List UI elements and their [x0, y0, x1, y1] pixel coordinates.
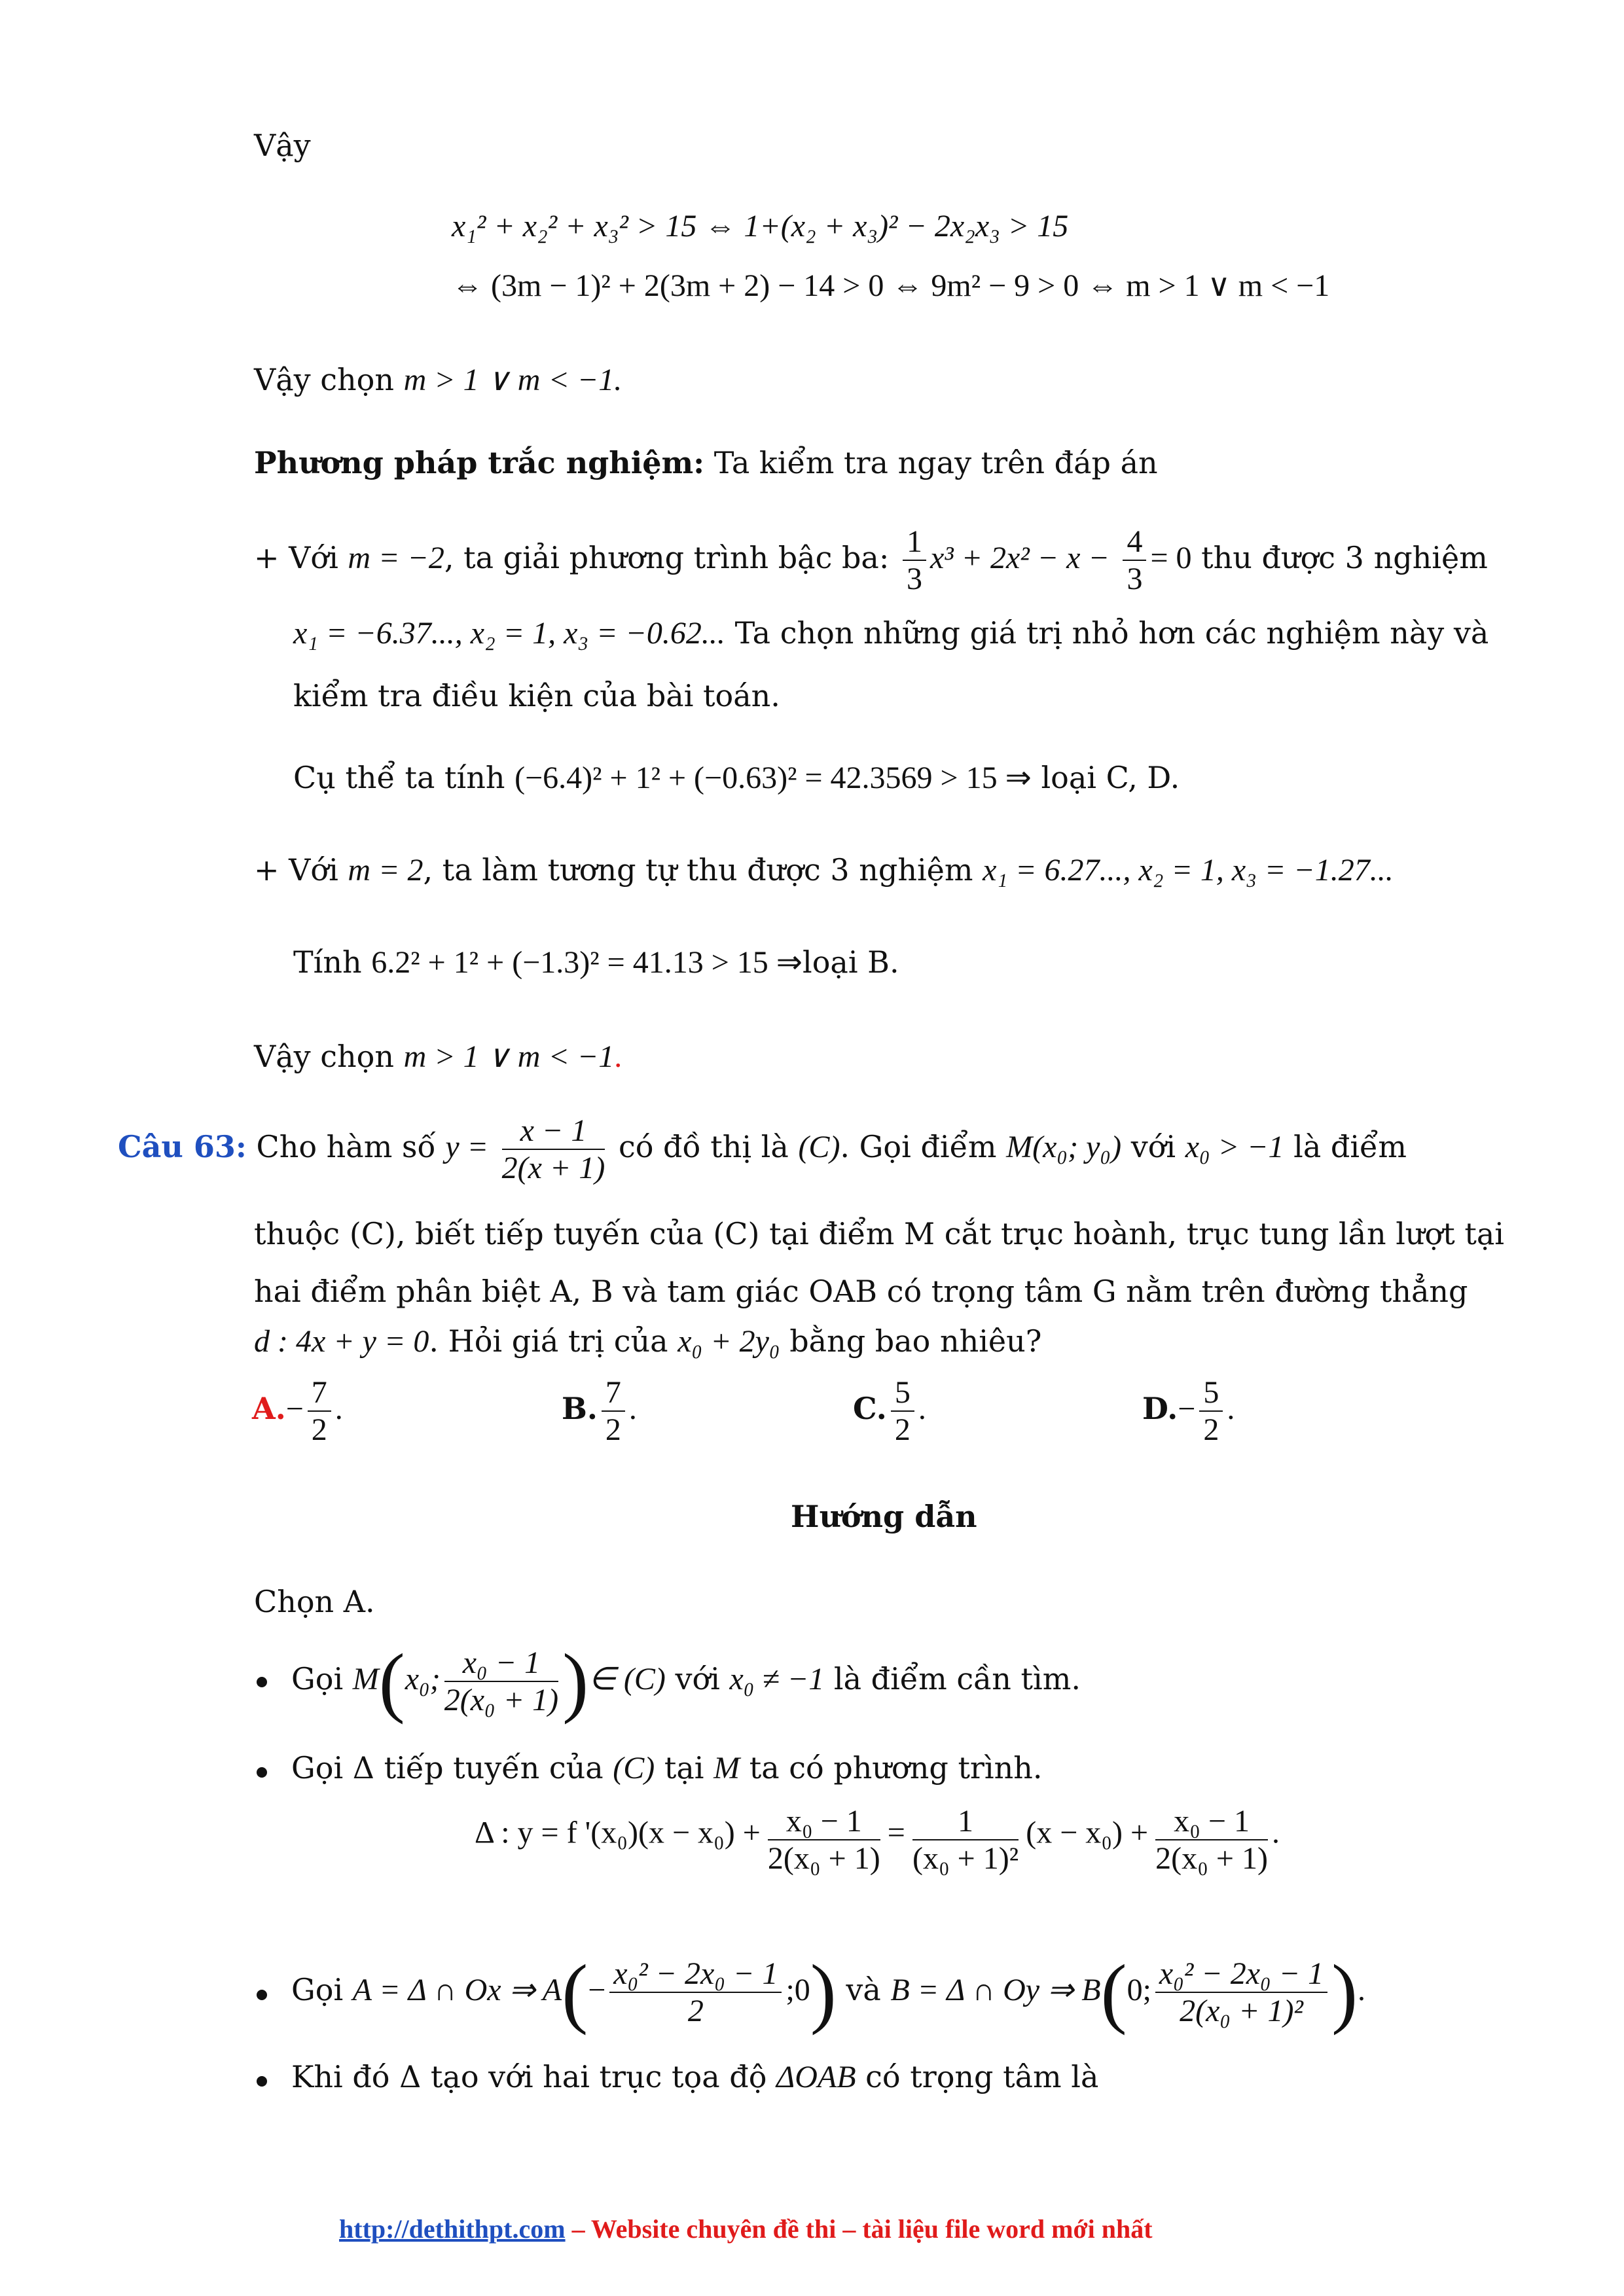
- conclusion-2-dot: .: [614, 1039, 623, 1074]
- item-1-line-4: [293, 759, 1180, 796]
- item-1-poly: x³ + 2x² − x −: [929, 541, 1110, 576]
- tangent-frac-2: $\frac{1}{\text{(x₀ + 1)²}}$: [912, 1804, 1019, 1876]
- tangent-frac-1: $\frac{\text{x₀ − 1}}{\text{2(x₀ + 1)}}$: [767, 1804, 880, 1876]
- item-1-m: m = −2: [348, 541, 444, 576]
- option-b-fraction: $\frac{7}{2}$: [602, 1374, 625, 1448]
- equation-line-1: x₁² + x₂² + x₃² > 15 ⇔ 1+(x₂ + x₃)² − 2x₂x₃ > 15: [452, 209, 1069, 243]
- option-c-label: C.: [853, 1391, 887, 1427]
- item-1-line-4-text: Cụ thể ta tính: [293, 760, 505, 795]
- item-2-m: m = 2: [348, 853, 424, 888]
- item-2-line-2: [293, 944, 899, 980]
- option-a: A.− $\frac{7}{2}$ .: [252, 1375, 343, 1448]
- choose-answer: Chọn A.: [254, 1584, 375, 1619]
- point-m: M(x₀; y₀): [1006, 1130, 1122, 1165]
- bullet-4-text-2: có trọng tâm là: [865, 2059, 1099, 2094]
- bullet-2-M: M: [713, 1751, 740, 1785]
- tangent-frac-3: $\frac{\text{x₀ − 1}}{\text{2(x₀ + 1)}}$: [1155, 1804, 1268, 1876]
- option-c: C. $\frac{5}{2}$ .: [853, 1375, 926, 1448]
- footer: [339, 2214, 1153, 2244]
- bullet-2: [291, 1750, 1043, 1786]
- item-2-line-2-end: loại B.: [803, 944, 899, 980]
- tangent-equation: Δ : y = f '(x₀)(x − x₀) + $\frac{\text{x₀ − 1}}{\text{2(x₀ + 1)}}$ = $\frac{1}{\text{(x₀ + 1)²}}$ (x − x₀) + $\frac{\text{x₀ − 1}}{\text{2(x₀ + 1)}}$ .: [475, 1804, 1280, 1876]
- item-2-text: , ta làm tương tự thu được 3 nghiệm: [423, 852, 973, 888]
- item-1-line-4-end: loại C, D.: [1041, 760, 1180, 795]
- bullet-1-fraction: $\frac{\text{x₀ − 1}}{\text{2(x₀ + 1)}}$: [444, 1645, 559, 1717]
- item-1-prefix: + Với: [254, 540, 338, 576]
- option-a-label: A.: [252, 1391, 286, 1427]
- question-text-6: . Hỏi giá trị của: [429, 1323, 668, 1359]
- bullet-2-C: (C): [613, 1751, 655, 1785]
- tangent-lhs: Δ : y = f '(x₀)(x − x₀) +: [475, 1815, 761, 1850]
- question-63-line-2: thuộc (C), biết tiếp tuyến của (C) tại điểm M cắt trục hoành, trục tung lần lượt tại: [254, 1216, 1504, 1251]
- point-B-fraction: $\frac{\text{x₀² − 2x₀ − 1}}{\text{2(x₀ + 1)²}}$: [1155, 1956, 1327, 2029]
- method-text: Ta kiểm tra ngay trên đáp án: [713, 445, 1158, 480]
- guide-title: Hướng dẫn: [791, 1499, 977, 1534]
- footer-link[interactable]: http://dethithpt.com: [339, 2214, 566, 2244]
- question-63-line-3: hai điểm phân biệt A, B và tam giác OAB có trọng tâm G nằm trên đường thẳng: [254, 1274, 1468, 1309]
- item-1-roots: x₁ = −6.37..., x₂ = 1, x₃ = −0.62...: [293, 616, 725, 651]
- question-63-line-4: [254, 1323, 1041, 1359]
- fraction-four-thirds: $\frac{4}{3}$: [1123, 524, 1146, 597]
- item-1-line-3: kiểm tra điều kiện của bài toán.: [293, 678, 780, 713]
- point-A-def: A = Δ ∩ Ox ⇒ A: [352, 1973, 562, 2007]
- bullet-2-text: Gọi Δ tiếp tuyến của: [291, 1750, 604, 1785]
- item-1-line-2: [293, 615, 1489, 651]
- method-heading: [254, 445, 1158, 480]
- function-fraction: $\frac{x - 1}{2(x + 1)}$: [501, 1113, 605, 1186]
- expression: x₀ + 2y₀: [677, 1324, 780, 1359]
- conclusion-1-text: Vậy chọn: [254, 362, 394, 397]
- bullet-1-text-2: với: [675, 1661, 720, 1696]
- bullet-4-text: Khi đó Δ tạo với hai trục tọa độ: [291, 2059, 767, 2094]
- bullet-dot: [257, 2076, 267, 2087]
- item-2-line-2-text: Tính: [293, 944, 362, 980]
- bullet-1-cond: x₀ ≠ −1: [729, 1662, 825, 1696]
- conclusion-1: [254, 361, 622, 398]
- bullet-1-M: M: [352, 1662, 379, 1696]
- item-1-line-2-text: Ta chọn những giá trị nhỏ hơn các nghiệm này và: [734, 615, 1489, 651]
- point-B-def: B = Δ ∩ Oy ⇒ B: [890, 1973, 1101, 2007]
- condition-x0: x₀ > −1: [1185, 1130, 1284, 1165]
- bullet-4: [291, 2059, 1098, 2095]
- bullet-3-and: và: [846, 1972, 881, 2007]
- point-A-fraction: $\frac{\text{x₀² − 2x₀ − 1}}{2}$: [609, 1956, 782, 2029]
- paragraph-vay: Vậy: [254, 128, 311, 163]
- item-1-line-1: [254, 524, 1488, 597]
- option-c-fraction: $\frac{5}{2}$: [891, 1374, 914, 1448]
- option-a-fraction: $\frac{7}{2}$: [308, 1374, 331, 1448]
- item-2-prefix: + Với: [254, 852, 338, 888]
- bullet-3: Gọi A = Δ ∩ Ox ⇒ A(− $\frac{\text{x₀² − 2x₀ − 1}}{2}$ ;0) và B = Δ ∩ Oy ⇒ B(0; $\frac{\text{x₀² − 2x₀ − 1}}{\text{2(x₀ + 1)²}}$ ).: [291, 1948, 1366, 2036]
- question-text-2: có đồ thị là: [618, 1129, 789, 1165]
- conclusion-2-math: m > 1 ∨ m < −1: [403, 1039, 615, 1074]
- item-2-line-1: [254, 852, 1394, 888]
- bullet-2-text-2: tại: [664, 1750, 704, 1785]
- bullet-1-in-C: ∈ (C): [588, 1662, 666, 1696]
- bullet-1-x0: x₀;: [405, 1662, 441, 1696]
- question-text-5: là điểm: [1293, 1129, 1407, 1165]
- conclusion-1-math: m > 1 ∨ m < −1.: [403, 363, 623, 397]
- option-b-label: B.: [562, 1391, 598, 1427]
- option-d: D.− $\frac{5}{2}$ .: [1142, 1375, 1235, 1448]
- line-d: d : 4x + y = 0: [254, 1324, 429, 1359]
- question-label: Câu 63:: [118, 1129, 247, 1165]
- bullet-2-text-3: ta có phương trình.: [749, 1750, 1043, 1785]
- conclusion-2-text: Vậy chọn: [254, 1039, 394, 1074]
- equation-line-2: ⇔ (3m − 1)² + 2(3m + 2) − 14 > 0 ⇔ 9m² − 9 > 0 ⇔ m > 1 ∨ m < −1: [452, 268, 1330, 303]
- bullet-1: Gọi M(x₀; $\frac{\text{x₀ − 1}}{\text{2(x₀ + 1)}}$ )∈ (C) với x₀ ≠ −1 là điểm cần tìm.: [291, 1638, 1081, 1725]
- conclusion-2: [254, 1038, 622, 1075]
- item-1-eq0: = 0: [1150, 541, 1192, 576]
- bullet-dot: [257, 1767, 267, 1778]
- question-63-line-1: [118, 1113, 1407, 1186]
- bullet-dot: [257, 1677, 267, 1687]
- triangle-oab: ΔOAB: [776, 2060, 856, 2094]
- bullet-dot: [257, 1990, 267, 2000]
- item-2-roots: x₁ = 6.27..., x₂ = 1, x₃ = −1.27...: [983, 853, 1394, 888]
- footer-text: – Website chuyên đề thi – tài liệu file word mới nhất: [565, 2214, 1153, 2244]
- option-b: B. $\frac{7}{2}$ .: [562, 1375, 637, 1448]
- item-2-line-2-math: 6.2² + 1² + (−1.3)² = 41.13 > 15 ⇒: [371, 945, 803, 980]
- fraction-one-third: $\frac{1}{3}$: [903, 524, 926, 597]
- bullet-3-text: Gọi: [291, 1972, 344, 2007]
- function-y: y =: [445, 1130, 489, 1165]
- item-1-text: , ta giải phương trình bậc ba:: [444, 540, 890, 576]
- question-text: Cho hàm số: [256, 1129, 436, 1165]
- question-text-7: bằng bao nhiêu?: [789, 1323, 1042, 1359]
- bullet-1-text: Gọi: [291, 1661, 344, 1696]
- question-text-4: với: [1130, 1129, 1176, 1165]
- option-d-label: D.: [1142, 1391, 1178, 1427]
- question-text-3: . Gọi điểm: [840, 1129, 997, 1165]
- bullet-1-text-3: là điểm cần tìm.: [833, 1661, 1081, 1696]
- item-1-line-4-math: (−6.4)² + 1² + (−0.63)² = 42.3569 > 15 ⇒: [514, 761, 1032, 795]
- item-1-end: thu được 3 nghiệm: [1201, 540, 1488, 576]
- curve-c: (C): [798, 1130, 840, 1165]
- option-d-fraction: $\frac{5}{2}$: [1199, 1374, 1223, 1448]
- method-title: Phương pháp trắc nghiệm:: [254, 445, 705, 480]
